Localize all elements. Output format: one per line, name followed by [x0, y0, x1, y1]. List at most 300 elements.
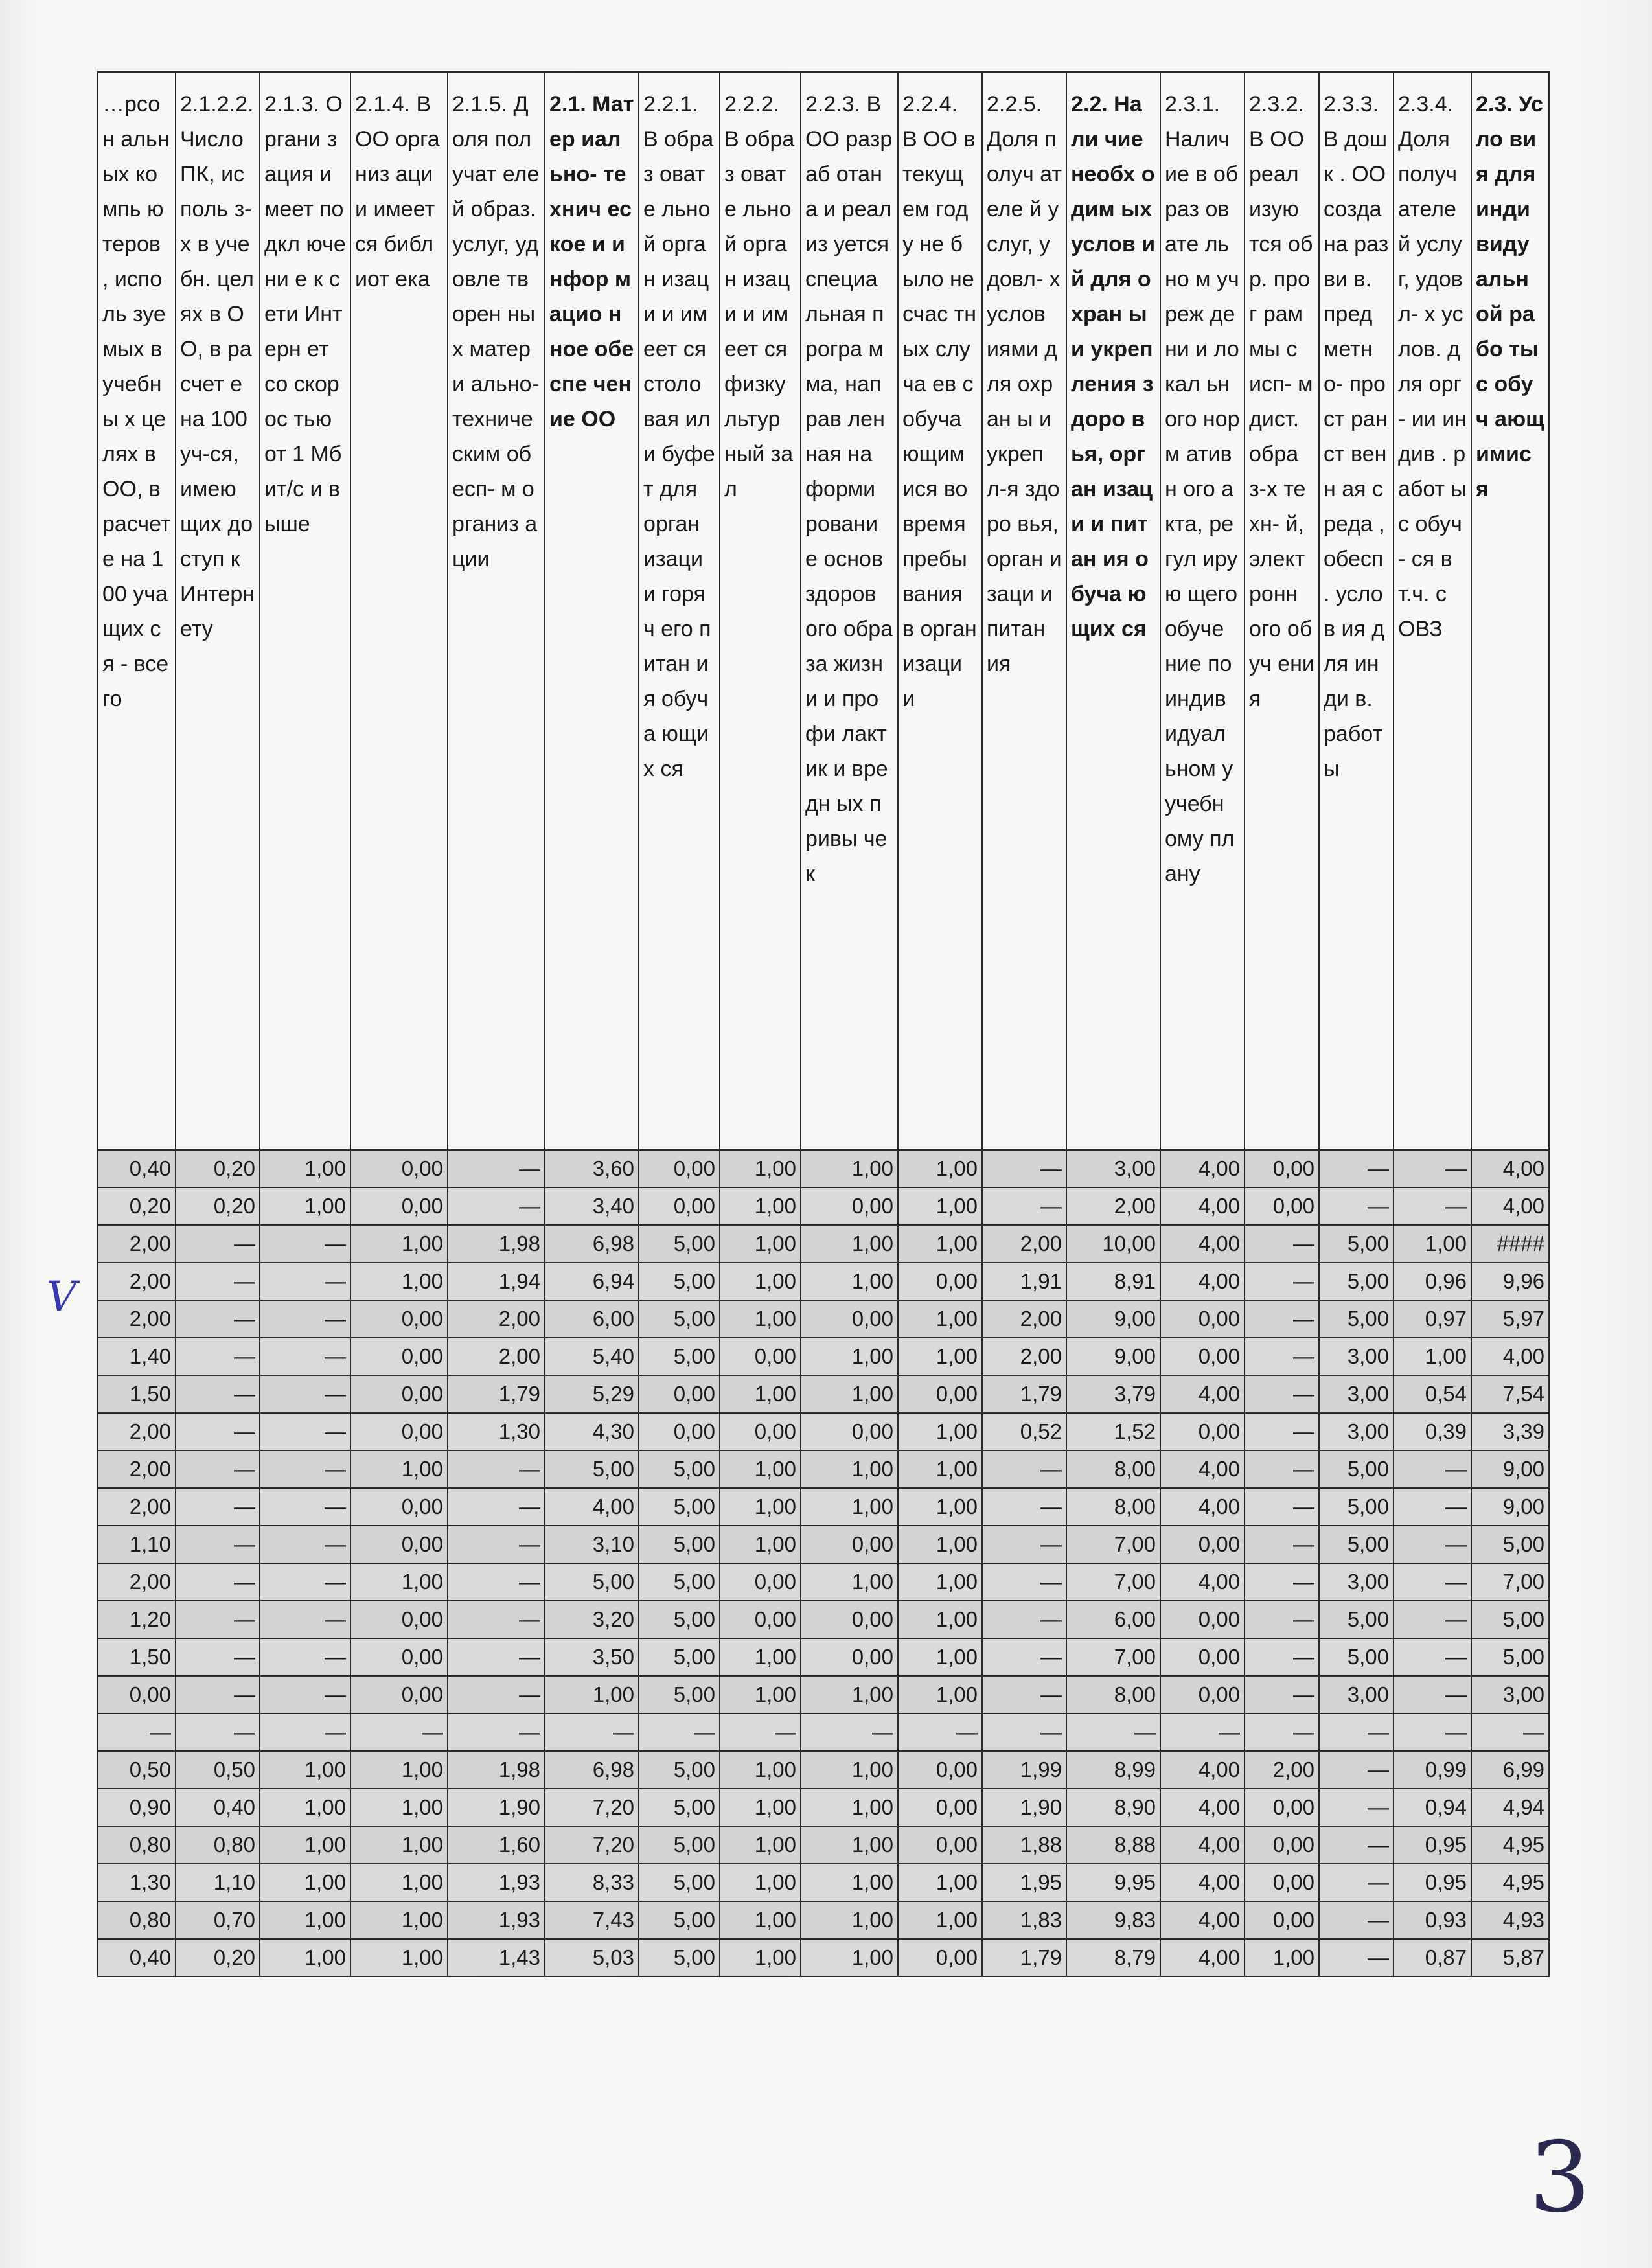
table-cell: 3,00	[1319, 1375, 1394, 1413]
table-cell: —	[982, 1713, 1066, 1751]
table-cell: 0,00	[898, 1263, 982, 1300]
table-cell: 5,00	[1319, 1526, 1394, 1563]
table-cell: —	[982, 1676, 1066, 1713]
table-row	[98, 1338, 1549, 1375]
table-cell: 8,99	[1066, 1751, 1160, 1789]
table-cell: 1,40	[98, 1338, 176, 1375]
table-cell: —	[448, 1563, 545, 1601]
table-cell: 5,00	[1319, 1488, 1394, 1526]
table-cell: 5,00	[639, 1789, 720, 1826]
table-cell: 4,00	[1160, 1864, 1245, 1901]
table-cell: —	[260, 1338, 350, 1375]
table-cell: 4,94	[1471, 1789, 1549, 1826]
table-cell: 2,00	[1066, 1187, 1160, 1225]
table-cell: —	[448, 1187, 545, 1225]
table-cell: 1,00	[801, 1826, 898, 1864]
table-row	[98, 1864, 1549, 1901]
table-cell: 2,00	[98, 1450, 176, 1488]
table-cell: 0,97	[1394, 1300, 1471, 1338]
table-cell: 2,00	[448, 1338, 545, 1375]
table-cell: 1,00	[720, 1939, 801, 1976]
table-cell: 1,00	[801, 1789, 898, 1826]
table-cell: —	[260, 1601, 350, 1638]
table-cell: 5,00	[639, 1225, 720, 1263]
table-cell: 9,00	[1471, 1488, 1549, 1526]
column-header-1: …рсон альных компь ютеров , исполь зуемых в учебны х целях в ОО, в расчет е на 100 учащих ся - всего	[98, 72, 176, 1150]
table-cell: 0,00	[898, 1939, 982, 1976]
table-cell: —	[1394, 1450, 1471, 1488]
column-header-13: 2.3.1. Налич ие в образ овате льно м учреж дени и локал ьного норм ативн ого акта, регул ирую щего обуче ние по индив идуал ьном у учебн ому плану	[1160, 72, 1245, 1150]
table-cell: 1,00	[350, 1789, 448, 1826]
table-cell: 5,00	[639, 1826, 720, 1864]
table-cell: 7,20	[545, 1826, 639, 1864]
table-cell: 5,00	[1471, 1638, 1549, 1676]
table-cell: —	[1245, 1526, 1319, 1563]
table-cell: —	[448, 1150, 545, 1187]
table-cell: —	[176, 1488, 260, 1526]
header-row	[98, 72, 1549, 1150]
table-cell: 1,52	[1066, 1413, 1160, 1450]
table-cell: ####	[1471, 1225, 1549, 1263]
table-cell: —	[545, 1713, 639, 1751]
table-cell: 0,00	[898, 1789, 982, 1826]
table-cell: 7,00	[1066, 1526, 1160, 1563]
table-cell: —	[1319, 1901, 1394, 1939]
table-cell: 5,29	[545, 1375, 639, 1413]
table-cell: 1,00	[720, 1375, 801, 1413]
table-cell: 2,00	[448, 1300, 545, 1338]
table-cell: 1,00	[350, 1450, 448, 1488]
table-cell: 0,20	[176, 1187, 260, 1225]
table-row	[98, 1826, 1549, 1864]
table-cell: 0,00	[350, 1488, 448, 1526]
table-cell: 9,95	[1066, 1864, 1160, 1901]
table-cell: 2,00	[982, 1225, 1066, 1263]
table-cell: 1,93	[448, 1864, 545, 1901]
table-row	[98, 1187, 1549, 1225]
table-cell: 4,00	[1471, 1338, 1549, 1375]
table-cell: 1,00	[260, 1187, 350, 1225]
table-cell: 0,00	[1160, 1601, 1245, 1638]
table-cell: 0,95	[1394, 1864, 1471, 1901]
table-cell: —	[260, 1563, 350, 1601]
table-cell: 0,00	[350, 1375, 448, 1413]
table-cell: 0,00	[801, 1526, 898, 1563]
table-cell: 0,50	[176, 1751, 260, 1789]
table-cell: 1,00	[898, 1187, 982, 1225]
table-cell: —	[1245, 1225, 1319, 1263]
table-cell: 5,00	[639, 1263, 720, 1300]
table-cell: 1,91	[982, 1263, 1066, 1300]
table-cell: 3,50	[545, 1638, 639, 1676]
table-cell: 4,00	[1471, 1150, 1549, 1187]
table-cell: 3,40	[545, 1187, 639, 1225]
table-cell: 2,00	[98, 1263, 176, 1300]
table-cell: 3,00	[1319, 1413, 1394, 1450]
indicators-table-wrap	[97, 71, 1544, 1977]
table-cell: 5,00	[1319, 1601, 1394, 1638]
table-cell: 1,90	[982, 1789, 1066, 1826]
table-cell: 1,00	[720, 1826, 801, 1864]
table-cell: —	[1394, 1713, 1471, 1751]
table-cell: 5,00	[639, 1563, 720, 1601]
table-cell: —	[448, 1638, 545, 1676]
table-cell: 0,00	[801, 1187, 898, 1225]
table-cell: —	[260, 1450, 350, 1488]
page-number: 3	[1529, 2122, 1591, 2234]
table-cell: 5,00	[1319, 1263, 1394, 1300]
column-header-14: 2.3.2. В ОО реал изую тся обр. прог рам мы с исп- м дист. обра з-х техн- й, элект ронн ого обуч ения	[1245, 72, 1319, 1150]
table-cell: —	[176, 1450, 260, 1488]
table-cell: 9,00	[1471, 1450, 1549, 1488]
table-cell: 1,00	[801, 1864, 898, 1901]
table-cell: 8,90	[1066, 1789, 1160, 1826]
table-row	[98, 1789, 1549, 1826]
table-cell: 3,60	[545, 1150, 639, 1187]
table-cell: 1,00	[801, 1150, 898, 1187]
table-cell: 1,20	[98, 1601, 176, 1638]
table-cell: 2,00	[98, 1225, 176, 1263]
table-cell: 0,00	[639, 1187, 720, 1225]
table-cell: 3,39	[1471, 1413, 1549, 1450]
table-cell: 1,90	[448, 1789, 545, 1826]
table-cell: 2,00	[982, 1300, 1066, 1338]
table-cell: 0,00	[1245, 1187, 1319, 1225]
table-cell: 0,00	[350, 1601, 448, 1638]
table-cell: —	[982, 1450, 1066, 1488]
column-header-8: 2.2.2. В образ овате льной орган изаци и имеет ся физку льтур ный зал	[720, 72, 801, 1150]
table-cell: —	[1394, 1601, 1471, 1638]
table-cell: 0,00	[1160, 1338, 1245, 1375]
table-cell: —	[98, 1713, 176, 1751]
table-cell: 0,00	[1160, 1526, 1245, 1563]
column-header-15: 2.3.3. В дошк . ОО созда на разви в. пред метн о- прост ранст венн ая среда , обесп . услов ия для инди в. работ ы	[1319, 72, 1394, 1150]
table-cell: —	[260, 1413, 350, 1450]
table-cell: 4,30	[545, 1413, 639, 1450]
table-cell: 5,00	[639, 1676, 720, 1713]
table-cell: —	[1319, 1150, 1394, 1187]
table-cell: 4,00	[1160, 1901, 1245, 1939]
table-cell: 8,79	[1066, 1939, 1160, 1976]
table-cell: 0,54	[1394, 1375, 1471, 1413]
table-cell: —	[1245, 1563, 1319, 1601]
table-cell: 1,00	[1245, 1939, 1319, 1976]
table-cell: —	[260, 1225, 350, 1263]
table-cell: 1,00	[801, 1488, 898, 1526]
table-cell: —	[260, 1488, 350, 1526]
table-cell: 5,00	[639, 1901, 720, 1939]
table-cell: —	[1319, 1751, 1394, 1789]
table-cell: 4,00	[1160, 1488, 1245, 1526]
table-cell: 5,00	[1471, 1526, 1549, 1563]
table-row	[98, 1751, 1549, 1789]
table-cell: 1,79	[982, 1939, 1066, 1976]
table-cell: —	[1471, 1713, 1549, 1751]
table-cell: —	[176, 1375, 260, 1413]
table-cell: 1,00	[720, 1864, 801, 1901]
table-cell: 0,00	[1160, 1638, 1245, 1676]
table-row	[98, 1263, 1549, 1300]
table-cell: 3,00	[1319, 1676, 1394, 1713]
table-row	[98, 1713, 1549, 1751]
table-cell: 0,39	[1394, 1413, 1471, 1450]
table-body	[98, 1150, 1549, 1976]
table-cell: 1,50	[98, 1375, 176, 1413]
table-row	[98, 1375, 1549, 1413]
table-cell: 5,00	[639, 1751, 720, 1789]
table-cell: 1,00	[898, 1563, 982, 1601]
table-cell: 1,00	[801, 1338, 898, 1375]
table-cell: 1,00	[801, 1450, 898, 1488]
column-header-5: 2.1.5. Доля получат елей образ. услуг, удовле творен ных матери ально- техниче ским обесп- м организ ации	[448, 72, 545, 1150]
column-header-4: 2.1.4. В ОО организ ации имеется библиот ека	[350, 72, 448, 1150]
table-cell: —	[982, 1638, 1066, 1676]
table-cell: 0,00	[1245, 1901, 1319, 1939]
table-cell: —	[1394, 1563, 1471, 1601]
table-cell: 1,79	[982, 1375, 1066, 1413]
table-cell: 1,00	[1394, 1338, 1471, 1375]
table-cell: 0,40	[98, 1150, 176, 1187]
table-cell: 0,90	[98, 1789, 176, 1826]
table-cell: 0,00	[639, 1150, 720, 1187]
column-header-12: 2.2. Нали чие необх одим ых услов ий для охран ы и укреп ления здоро вья, орган изаци и питан ия обуча ющих ся	[1066, 72, 1160, 1150]
table-cell: 0,50	[98, 1751, 176, 1789]
table-cell: —	[176, 1225, 260, 1263]
table-cell: 5,00	[639, 1300, 720, 1338]
table-cell: 4,00	[1160, 1826, 1245, 1864]
table-row	[98, 1225, 1549, 1263]
table-row	[98, 1413, 1549, 1450]
table-cell: 0,40	[176, 1789, 260, 1826]
table-cell: 1,00	[720, 1638, 801, 1676]
table-row	[98, 1150, 1549, 1187]
table-cell: 1,00	[898, 1488, 982, 1526]
table-cell: —	[982, 1150, 1066, 1187]
table-cell: 1,43	[448, 1939, 545, 1976]
table-cell: 5,00	[1319, 1638, 1394, 1676]
table-cell: 0,93	[1394, 1901, 1471, 1939]
column-header-11: 2.2.5. Доля получ ателе й услуг, удовл- х услов иями для охран ы и укреп л-я здоро вья, орган изаци и питан ия	[982, 72, 1066, 1150]
table-cell: 1,30	[98, 1864, 176, 1901]
table-cell: 0,00	[1160, 1413, 1245, 1450]
table-cell: —	[176, 1413, 260, 1450]
table-cell: 1,00	[801, 1751, 898, 1789]
table-cell: 0,00	[350, 1638, 448, 1676]
table-cell: 6,00	[545, 1300, 639, 1338]
table-cell: 0,00	[898, 1375, 982, 1413]
table-cell: 0,00	[98, 1676, 176, 1713]
table-cell: 3,00	[1066, 1150, 1160, 1187]
table-row	[98, 1638, 1549, 1676]
table-cell: 7,43	[545, 1901, 639, 1939]
table-cell: 1,00	[898, 1638, 982, 1676]
table-cell: 4,95	[1471, 1826, 1549, 1864]
table-cell: 0,20	[176, 1939, 260, 1976]
table-cell: —	[260, 1676, 350, 1713]
table-cell: —	[1245, 1676, 1319, 1713]
table-cell: 5,00	[639, 1450, 720, 1488]
table-cell: —	[1245, 1713, 1319, 1751]
table-cell: 4,00	[1160, 1150, 1245, 1187]
margin-check-mark: V	[47, 1273, 77, 1321]
column-header-2: 2.1.2.2. Число ПК, исполь з-х в учебн. целях в ОО, в расчет е на 100 уч-ся, имею щих доступ к Интерн ету	[176, 72, 260, 1150]
table-cell: 1,00	[801, 1225, 898, 1263]
table-cell: 1,00	[720, 1263, 801, 1300]
table-cell: 0,00	[801, 1413, 898, 1450]
table-cell: 0,00	[801, 1300, 898, 1338]
table-cell: 4,00	[1160, 1751, 1245, 1789]
table-cell: 1,00	[720, 1300, 801, 1338]
table-cell: 5,00	[1319, 1225, 1394, 1263]
table-cell: 1,00	[720, 1488, 801, 1526]
table-cell: —	[1319, 1826, 1394, 1864]
table-cell: 1,83	[982, 1901, 1066, 1939]
table-cell: —	[801, 1713, 898, 1751]
table-cell: 5,00	[639, 1601, 720, 1638]
table-cell: 1,00	[350, 1901, 448, 1939]
table-cell: 0,00	[720, 1563, 801, 1601]
column-header-6: 2.1. Матер иально- технич еское и инфор мацио нное обеспе чение ОО	[545, 72, 639, 1150]
table-cell: —	[1245, 1338, 1319, 1375]
table-cell: 1,00	[720, 1676, 801, 1713]
table-cell: 3,10	[545, 1526, 639, 1563]
table-cell: 0,00	[350, 1676, 448, 1713]
table-cell: 0,00	[1160, 1300, 1245, 1338]
table-cell: 7,00	[1066, 1563, 1160, 1601]
table-cell: 1,00	[720, 1187, 801, 1225]
table-cell: 3,00	[1319, 1338, 1394, 1375]
table-cell: 1,00	[898, 1300, 982, 1338]
table-cell: —	[1394, 1187, 1471, 1225]
table-cell: 5,00	[639, 1638, 720, 1676]
table-cell: 5,40	[545, 1338, 639, 1375]
table-cell: 1,00	[801, 1676, 898, 1713]
table-cell: 0,00	[350, 1187, 448, 1225]
table-cell: 3,00	[1319, 1563, 1394, 1601]
table-cell: 5,03	[545, 1939, 639, 1976]
column-header-17: 2.3. Усло вия для инди виду альн ой рабо ты с обуч ающ имис я	[1471, 72, 1549, 1150]
table-cell: 7,54	[1471, 1375, 1549, 1413]
table-cell: 6,98	[545, 1751, 639, 1789]
table-cell: 0,00	[1160, 1676, 1245, 1713]
table-cell: —	[898, 1713, 982, 1751]
table-cell: 1,98	[448, 1225, 545, 1263]
table-cell: 8,00	[1066, 1450, 1160, 1488]
column-header-10: 2.2.4. В ОО в текущ ем году не было несчас тных случа ев с обуча ющим ися во время пребы вания в орган изаци и	[898, 72, 982, 1150]
table-cell: 0,00	[720, 1601, 801, 1638]
table-cell: 0,00	[801, 1601, 898, 1638]
table-cell: 0,00	[1245, 1150, 1319, 1187]
table-cell: 0,20	[98, 1187, 176, 1225]
table-cell: 1,00	[260, 1826, 350, 1864]
table-cell: —	[1319, 1789, 1394, 1826]
table-cell: 3,79	[1066, 1375, 1160, 1413]
table-cell: 1,00	[801, 1939, 898, 1976]
table-cell: 5,00	[545, 1563, 639, 1601]
table-cell: 1,00	[801, 1375, 898, 1413]
table-cell: 1,00	[260, 1751, 350, 1789]
table-cell: 7,00	[1066, 1638, 1160, 1676]
table-cell: 0,80	[98, 1826, 176, 1864]
table-cell: 1,00	[350, 1225, 448, 1263]
table-cell: 0,00	[1245, 1826, 1319, 1864]
table-cell: 1,00	[898, 1601, 982, 1638]
table-cell: 1,00	[1394, 1225, 1471, 1263]
table-cell: —	[1245, 1375, 1319, 1413]
table-cell: 1,00	[898, 1338, 982, 1375]
table-cell: 0,00	[1245, 1864, 1319, 1901]
table-cell: —	[176, 1300, 260, 1338]
table-cell: 2,00	[982, 1338, 1066, 1375]
table-cell: —	[260, 1526, 350, 1563]
table-cell: 0,52	[982, 1413, 1066, 1450]
table-cell: 4,00	[1160, 1563, 1245, 1601]
table-cell: 0,00	[350, 1300, 448, 1338]
table-cell: 9,00	[1066, 1338, 1160, 1375]
table-cell: 7,20	[545, 1789, 639, 1826]
table-cell: 7,00	[1471, 1563, 1549, 1601]
table-cell: 1,93	[448, 1901, 545, 1939]
table-cell: —	[176, 1638, 260, 1676]
table-cell: —	[1319, 1939, 1394, 1976]
table-cell: —	[982, 1488, 1066, 1526]
table-cell: 4,95	[1471, 1864, 1549, 1901]
table-cell: 1,00	[350, 1826, 448, 1864]
table-cell: —	[176, 1601, 260, 1638]
table-cell: —	[1245, 1300, 1319, 1338]
table-cell: 1,00	[720, 1751, 801, 1789]
table-cell: 1,00	[898, 1150, 982, 1187]
table-cell: 1,00	[720, 1225, 801, 1263]
table-cell: —	[982, 1187, 1066, 1225]
table-cell: 5,97	[1471, 1300, 1549, 1338]
table-cell: 8,88	[1066, 1826, 1160, 1864]
table-cell: —	[1394, 1526, 1471, 1563]
table-cell: 0,87	[1394, 1939, 1471, 1976]
table-cell: 5,00	[545, 1450, 639, 1488]
table-row	[98, 1526, 1549, 1563]
table-cell: —	[448, 1450, 545, 1488]
table-cell: 4,00	[1160, 1187, 1245, 1225]
table-cell: —	[720, 1713, 801, 1751]
table-cell: 5,00	[1471, 1601, 1549, 1638]
table-cell: —	[176, 1263, 260, 1300]
table-cell: 1,00	[260, 1939, 350, 1976]
table-cell: 1,00	[260, 1864, 350, 1901]
table-cell: —	[1245, 1413, 1319, 1450]
table-cell: 8,00	[1066, 1488, 1160, 1526]
indicators-table	[97, 71, 1550, 1977]
table-cell: —	[1394, 1676, 1471, 1713]
table-cell: 4,93	[1471, 1901, 1549, 1939]
table-cell: 5,00	[639, 1338, 720, 1375]
table-row	[98, 1450, 1549, 1488]
table-cell: 1,30	[448, 1413, 545, 1450]
table-cell: 8,00	[1066, 1676, 1160, 1713]
table-cell: 1,00	[720, 1150, 801, 1187]
table-cell: —	[639, 1713, 720, 1751]
table-cell: —	[1160, 1713, 1245, 1751]
table-row	[98, 1676, 1549, 1713]
table-cell: 6,94	[545, 1263, 639, 1300]
table-cell: 0,00	[720, 1413, 801, 1450]
table-cell: 0,00	[801, 1638, 898, 1676]
table-cell: —	[1245, 1450, 1319, 1488]
table-cell: —	[982, 1601, 1066, 1638]
table-cell: 0,00	[898, 1826, 982, 1864]
table-cell: 1,00	[898, 1413, 982, 1450]
table-cell: 1,00	[898, 1676, 982, 1713]
